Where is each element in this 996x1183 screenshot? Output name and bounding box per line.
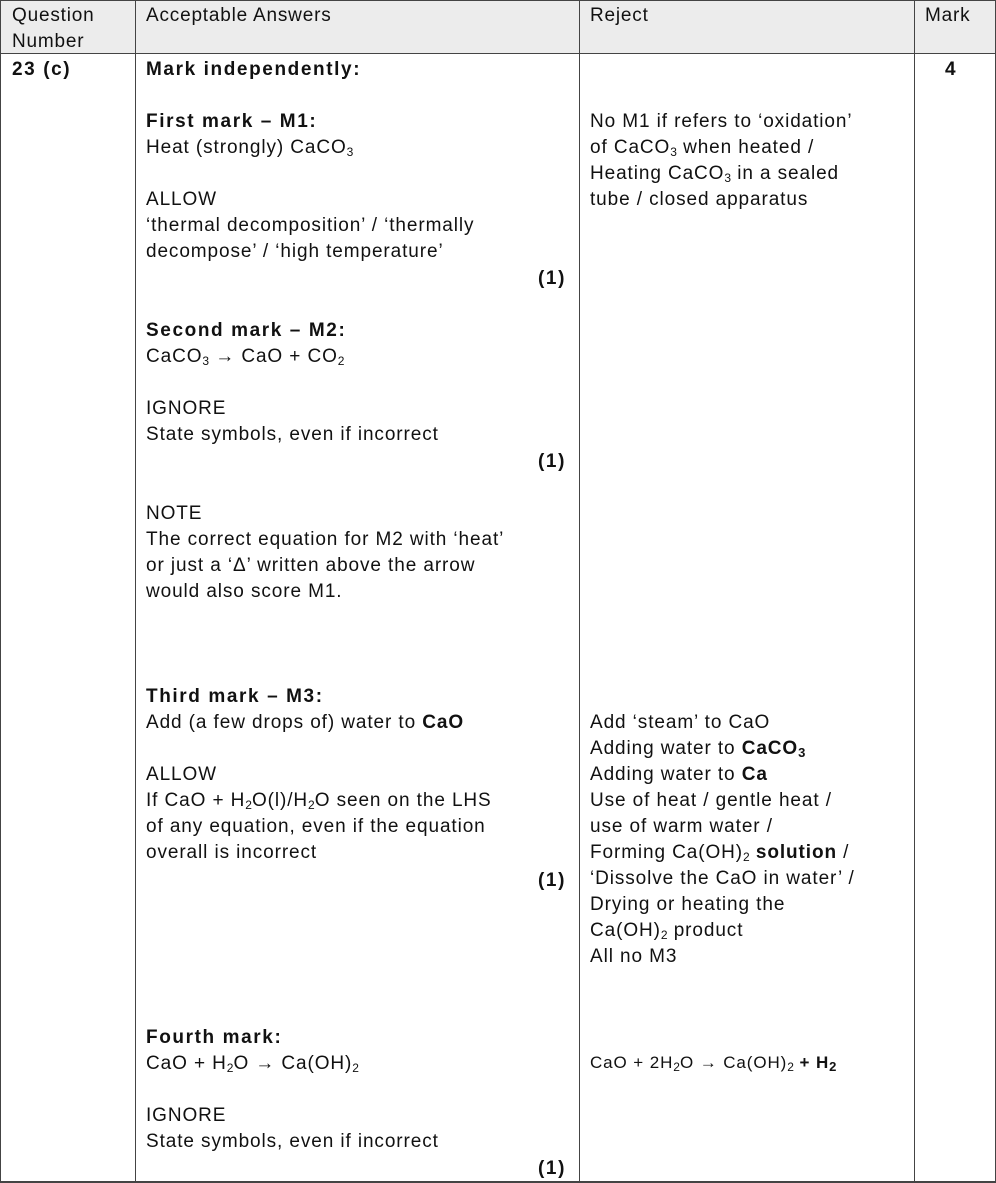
m3-allow-line: of any equation, even if the equation bbox=[146, 816, 486, 837]
header-question-line: Question bbox=[12, 5, 95, 26]
subscript: 2 bbox=[787, 1060, 794, 1074]
m1-allow-line: decompose’ / ‘high temperature’ bbox=[146, 241, 444, 262]
m2-mark: (1) bbox=[537, 451, 566, 472]
header-acceptable-answers: Acceptable Answers bbox=[146, 5, 332, 26]
subscript: 3 bbox=[346, 145, 354, 159]
subscript: 2 bbox=[226, 1061, 234, 1075]
note-line: or just a ‘Δ’ written above the arrow bbox=[146, 555, 476, 576]
subscript: 2 bbox=[673, 1060, 680, 1074]
table-border-top bbox=[0, 0, 996, 1]
eq-text: → CaO + CO bbox=[209, 346, 338, 367]
subscript: 3 bbox=[202, 354, 210, 368]
reject-m3-line: ‘Dissolve the CaO in water’ / bbox=[590, 868, 855, 889]
text: / bbox=[836, 842, 850, 863]
m3-answer bbox=[146, 710, 464, 736]
eq-text: CaCO bbox=[146, 346, 203, 367]
text: O(l)/H bbox=[251, 790, 309, 811]
bold-text: solution bbox=[749, 842, 837, 863]
m4-ignore-text: State symbols, even if incorrect bbox=[146, 1131, 439, 1152]
question-number: 23 (c) bbox=[12, 59, 72, 80]
text: Ca(OH) bbox=[590, 920, 661, 941]
header-divider bbox=[0, 53, 996, 54]
header-mark: Mark bbox=[925, 5, 971, 26]
eq-text: CaO + H bbox=[146, 1053, 227, 1074]
column-divider bbox=[914, 0, 915, 1183]
subscript: 2 bbox=[829, 1059, 838, 1074]
m4-equation bbox=[146, 1051, 359, 1077]
text: Forming Ca(OH) bbox=[590, 842, 744, 863]
subscript: 3 bbox=[724, 171, 732, 185]
subscript: 3 bbox=[798, 745, 807, 760]
header-question-number bbox=[12, 3, 94, 55]
text: when heated / bbox=[676, 137, 815, 158]
text: Adding water to bbox=[590, 764, 742, 785]
m1-mark: (1) bbox=[537, 268, 566, 289]
note-label: NOTE bbox=[146, 503, 203, 524]
reject-m3-line bbox=[590, 840, 849, 866]
m3-allow-line bbox=[146, 788, 492, 814]
subscript: 2 bbox=[743, 850, 750, 864]
text: If CaO + H bbox=[146, 790, 246, 811]
total-mark: 4 bbox=[945, 59, 958, 80]
m3-allow-label: ALLOW bbox=[146, 764, 218, 785]
m2-ignore-label: IGNORE bbox=[146, 398, 227, 419]
m2-ignore-text: State symbols, even if incorrect bbox=[146, 424, 439, 445]
m3-answer-text: Add (a few drops of) water to bbox=[146, 712, 423, 733]
m4-heading: Fourth mark: bbox=[146, 1027, 283, 1048]
reject-m3-line: use of warm water / bbox=[590, 816, 773, 837]
column-divider bbox=[135, 0, 136, 1183]
note-line: The correct equation for M2 with ‘heat’ bbox=[146, 529, 505, 550]
reject-m1-line: tube / closed apparatus bbox=[590, 189, 809, 210]
bold-text: Ca bbox=[741, 764, 768, 785]
m3-heading: Third mark – M3: bbox=[146, 686, 324, 707]
eq-text: O → Ca(OH) bbox=[233, 1053, 353, 1074]
text: product bbox=[667, 920, 744, 941]
reject-m3-line: Drying or heating the bbox=[590, 894, 786, 915]
eq-text: CaO + 2H bbox=[590, 1053, 674, 1072]
table-border-left bbox=[0, 0, 1, 1183]
subscript: 2 bbox=[660, 928, 668, 942]
reject-m3-line: All no M3 bbox=[590, 946, 678, 967]
bold-text: + H bbox=[793, 1053, 830, 1072]
mark-independently-heading: Mark independently: bbox=[146, 59, 362, 80]
reject-m3-line bbox=[590, 918, 743, 944]
note-line: would also score M1. bbox=[146, 581, 343, 602]
text: of CaCO bbox=[590, 137, 671, 158]
subscript: 2 bbox=[352, 1061, 359, 1075]
header-reject: Reject bbox=[590, 5, 649, 26]
m2-equation bbox=[146, 344, 344, 370]
reject-m3-line bbox=[590, 736, 806, 762]
subscript: 2 bbox=[245, 798, 252, 812]
subscript: 2 bbox=[308, 798, 315, 812]
header-number-line: Number bbox=[12, 31, 85, 52]
reject-m1-line bbox=[590, 135, 814, 161]
m3-mark: (1) bbox=[537, 870, 566, 891]
reject-m1-line bbox=[590, 161, 839, 187]
m4-mark: (1) bbox=[537, 1158, 566, 1179]
subscript: 3 bbox=[670, 145, 677, 159]
reject-m3-line bbox=[590, 762, 768, 788]
column-divider bbox=[579, 0, 580, 1183]
m4-ignore-label: IGNORE bbox=[146, 1105, 227, 1126]
m3-allow-line: overall is incorrect bbox=[146, 842, 318, 863]
m1-answer-text: Heat (strongly) CaCO bbox=[146, 137, 347, 158]
reject-m4-equation bbox=[590, 1050, 837, 1076]
m1-allow-line: ‘thermal decomposition’ / ‘thermally bbox=[146, 215, 475, 236]
m1-answer bbox=[146, 135, 353, 161]
text: Adding water to bbox=[590, 738, 742, 759]
m3-answer-bold: CaO bbox=[422, 712, 465, 733]
text: Heating CaCO bbox=[590, 163, 725, 184]
m2-heading: Second mark – M2: bbox=[146, 320, 347, 341]
m1-heading: First mark – M1: bbox=[146, 111, 318, 132]
bold-text: CaCO bbox=[741, 738, 799, 759]
eq-text: O → Ca(OH) bbox=[679, 1053, 788, 1072]
m1-allow-label: ALLOW bbox=[146, 189, 218, 210]
reject-m3-line: Add ‘steam’ to CaO bbox=[590, 712, 771, 733]
text: in a sealed bbox=[731, 163, 840, 184]
text: O seen on the LHS bbox=[314, 790, 492, 811]
reject-m1-line: No M1 if refers to ‘oxidation’ bbox=[590, 111, 853, 132]
reject-m3-line: Use of heat / gentle heat / bbox=[590, 790, 832, 811]
subscript: 2 bbox=[337, 354, 345, 368]
